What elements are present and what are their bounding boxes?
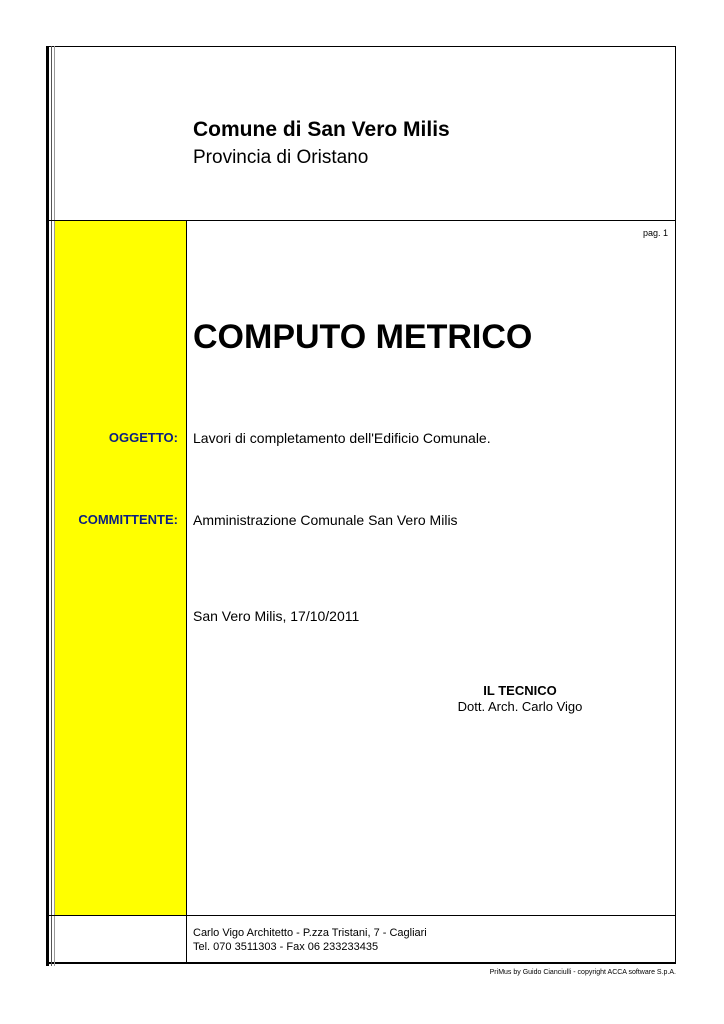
left-binding-line-inner [51, 46, 52, 966]
signature-name: Dott. Arch. Carlo Vigo [457, 699, 583, 714]
left-binding-line [46, 46, 49, 966]
committente-label: COMMITTENTE: [78, 512, 178, 527]
place-date: San Vero Milis, 17/10/2011 [193, 608, 360, 624]
software-credit: PriMus by Guido Cianciulli - copyright ACCA software S.p.A. [489, 969, 676, 976]
footer-contacts: Tel. 070 3511303 - Fax 06 233233435 [193, 941, 379, 953]
footer-separator [46, 915, 676, 916]
document-title: COMPUTO METRICO [193, 318, 533, 356]
label-sidebar [55, 221, 186, 916]
footer-address: Carlo Vigo Architetto - P.zza Tristani, 7 - Cagliari [193, 927, 427, 939]
signature-title: IL TECNICO [483, 683, 557, 698]
oggetto-label: OGGETTO: [108, 430, 178, 445]
column-separator [186, 221, 187, 964]
committente-value: Amministrazione Comunale San Vero Milis [193, 512, 458, 528]
province-name: Provincia di Oristano [193, 147, 369, 168]
signature-block [380, 683, 660, 714]
municipality-name: Comune di San Vero Milis [193, 118, 450, 141]
page-number: pag. 1 [642, 228, 668, 238]
oggetto-value: Lavori di completamento dell'Edificio Comunale. [193, 430, 491, 446]
